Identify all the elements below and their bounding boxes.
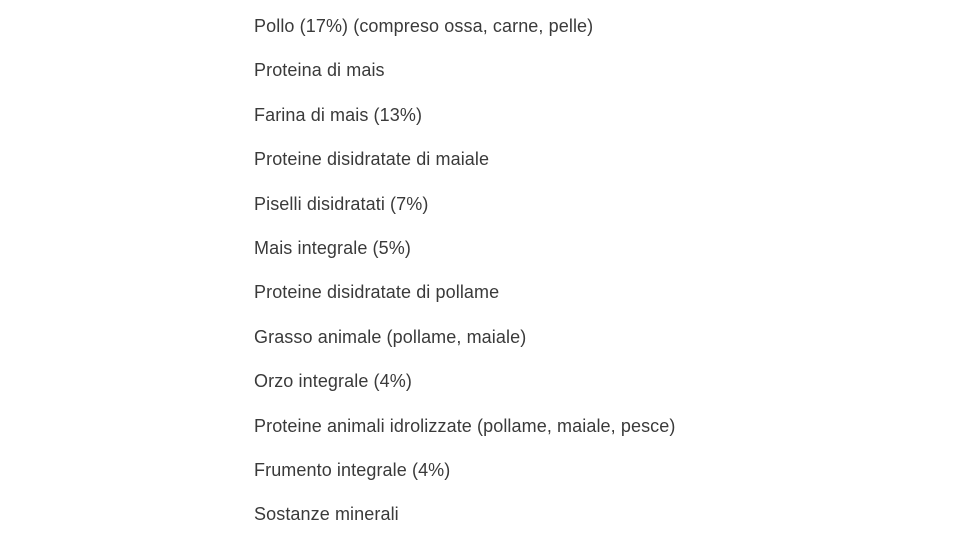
ingredient-item: Proteine disidratate di maiale (254, 149, 490, 170)
ingredient-item: Mais integrale (5%) (254, 237, 411, 258)
ingredient-item: Farina di mais (13%) (254, 104, 423, 125)
ingredient-item: Pollo (17%) (compreso ossa, carne, pelle) (254, 16, 594, 36)
ingredient-item: Piselli disidratati (7%) (254, 193, 429, 214)
ingredient-item: Sostanze minerali (254, 504, 399, 525)
ingredients-list (254, 4, 914, 537)
ingredient-item: Orzo integrale (4%) (254, 371, 412, 392)
ingredient-item: Proteine animali idrolizzate (pollame, maiale, pesce) (254, 415, 676, 436)
ingredient-item: Proteina di mais (254, 60, 385, 81)
ingredient-item: Grasso animale (pollame, maiale) (254, 326, 527, 347)
ingredient-item: Frumento integrale (4%) (254, 459, 451, 480)
ingredient-item: Proteine disidratate di pollame (254, 282, 500, 303)
